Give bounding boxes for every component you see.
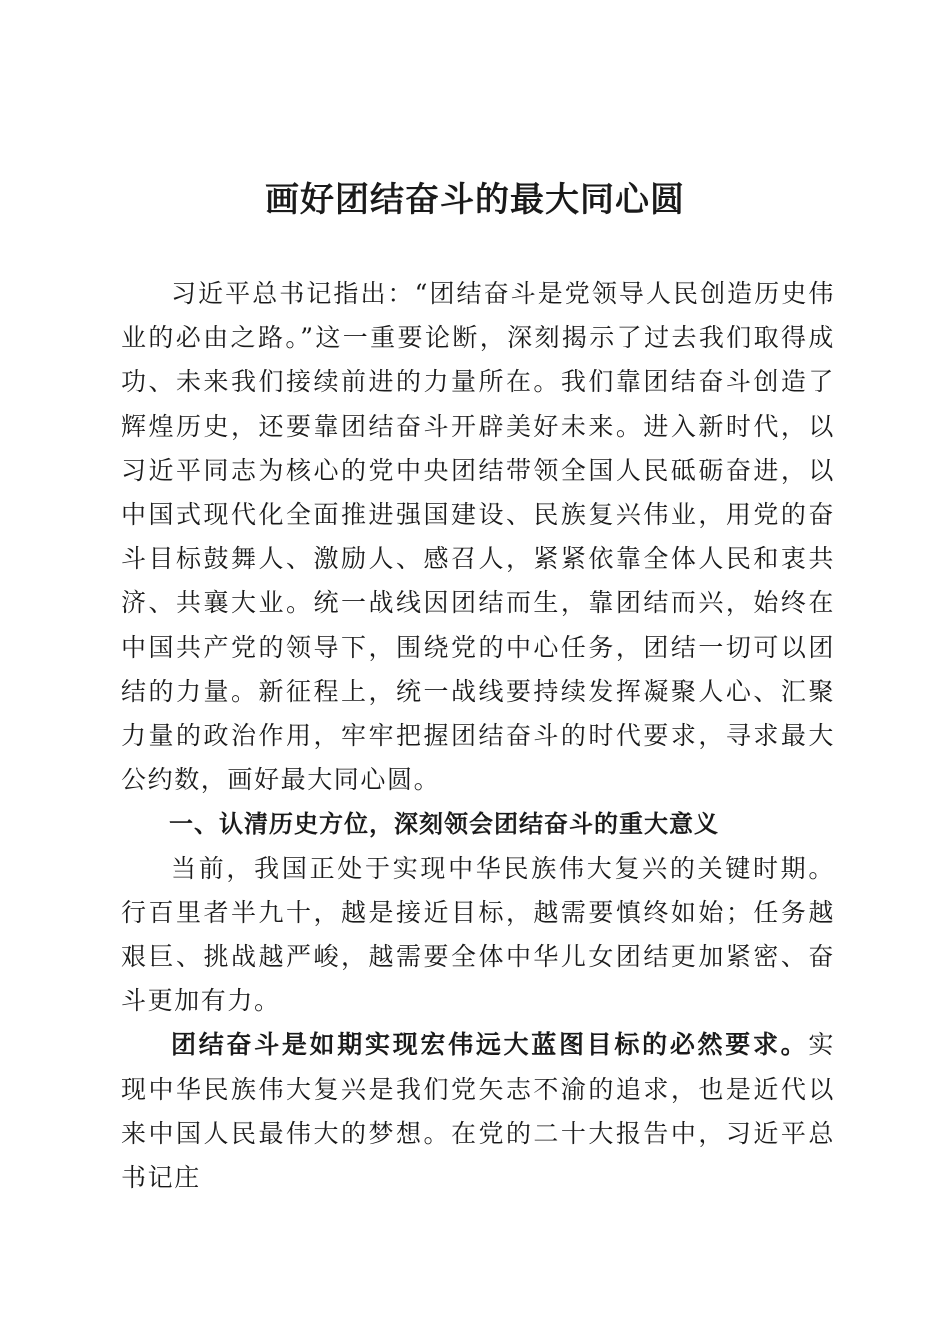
section-paragraph-2	[121, 1023, 835, 1200]
paragraph-continuation: 实现中华民族伟大复兴是我们党矢志不渝的追求，也是近代以来中国人民最伟大的梦想。在党的二十大报告中，习近平总书记庄	[121, 1030, 835, 1193]
paragraph-lead-sentence: 团结奋斗是如期实现宏伟远大蓝图目标的必然要求。	[171, 1030, 809, 1060]
document-body	[121, 272, 835, 1200]
document-title: 画好团结奋斗的最大同心圆	[265, 180, 685, 220]
section-heading: 一、认清历史方位，深刻领会团结奋斗的重大意义	[169, 810, 719, 839]
intro-paragraph: 习近平总书记指出：“团结奋斗是党领导人民创造历史伟业的必由之路。”这一重要论断，深刻揭示了过去我们取得成功、未来我们接续前进的力量所在。我们靠团结奋斗创造了辉煌历史，还要靠团结奋斗开辟美好未来。进入新时代，以习近平同志为核心的党中央团结带领全国人民砥砺奋进，以中国式现代化全面推进强国建设、民族复兴伟业，用党的奋斗目标鼓舞人、激励人、感召人，紧紧依靠全体人民和衷共济、共襄大业。统一战线因团结而生，靠团结而兴，始终在中国共产党的领导下，围绕党的中心任务，团结一切可以团结的力量。新征程上，统一战线要持续发挥凝聚人心、汇聚力量的政治作用，牢牢把握团结奋斗的时代要求，寻求最大公约数，画好最大同心圆。	[121, 279, 835, 795]
section-paragraph-1: 当前，我国正处于实现中华民族伟大复兴的关键时期。行百里者半九十，越是接近目标，越需要慎终如始；任务越艰巨、挑战越严峻，越需要全体中华儿女团结更加紧密、奋斗更加有力。	[121, 853, 835, 1016]
